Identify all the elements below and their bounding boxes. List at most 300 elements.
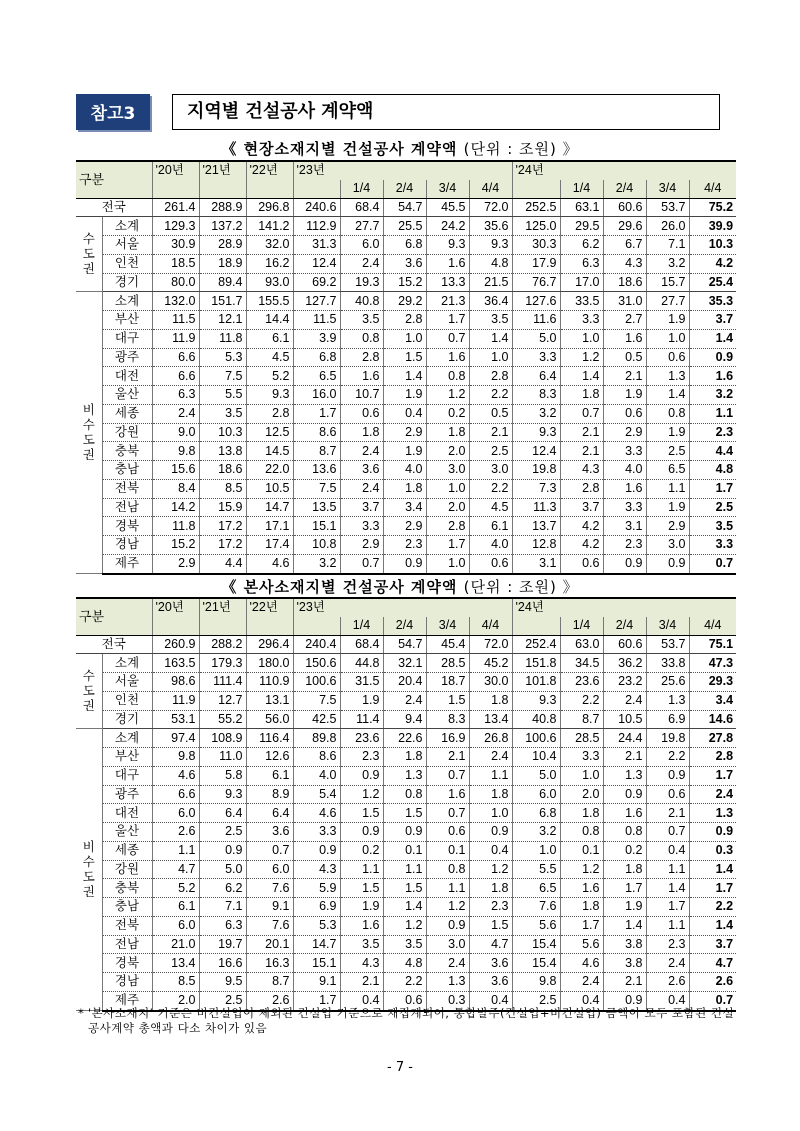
- value-cell: 10.5: [246, 479, 293, 498]
- table-row: [76, 766, 736, 785]
- value-cell: 1.1: [646, 860, 689, 879]
- value-cell: 2.4: [426, 954, 469, 973]
- value-cell: 12.4: [512, 442, 560, 461]
- value-cell: 4.8: [469, 254, 512, 273]
- table-row: [76, 804, 736, 823]
- header-quarter: 3/4: [646, 617, 689, 635]
- value-cell: 9.3: [426, 236, 469, 255]
- value-cell: 240.4: [293, 635, 340, 654]
- value-cell: 76.7: [512, 273, 560, 292]
- row-label: 서울: [102, 236, 152, 255]
- footnote: [78, 1006, 738, 1036]
- value-cell: 0.8: [646, 404, 689, 423]
- table2-title: [0, 576, 800, 597]
- row-label: 소계: [102, 292, 152, 311]
- value-cell: 0.9: [646, 554, 689, 573]
- value-cell: 9.5: [199, 973, 246, 992]
- value-cell: 72.0: [469, 635, 512, 654]
- value-cell: 0.4: [646, 841, 689, 860]
- header-year: '20년: [152, 161, 199, 198]
- value-cell: 252.5: [512, 198, 560, 217]
- value-cell: 9.1: [293, 973, 340, 992]
- value-cell: 13.5: [293, 498, 340, 517]
- value-cell: 3.2: [293, 554, 340, 573]
- value-cell: 2.3: [469, 898, 512, 917]
- value-cell: 1.5: [340, 879, 383, 898]
- value-cell: 13.3: [426, 273, 469, 292]
- value-cell: 22.0: [246, 461, 293, 480]
- value-cell: 3.0: [426, 935, 469, 954]
- row-label: 서울: [102, 673, 152, 692]
- value-cell: 1.5: [383, 879, 426, 898]
- group-label-noncapital: 비 수 도 권: [76, 292, 102, 574]
- value-cell: 1.3: [646, 691, 689, 710]
- row-label: 제주: [102, 554, 152, 573]
- value-cell: 4.7: [469, 935, 512, 954]
- value-cell: 60.6: [603, 198, 646, 217]
- value-cell: 0.9: [426, 916, 469, 935]
- value-cell: 1.1: [646, 479, 689, 498]
- table-row: [76, 879, 736, 898]
- value-cell: 9.8: [152, 748, 199, 767]
- value-cell: 1.6: [689, 367, 736, 386]
- value-cell: 0.7: [689, 991, 736, 1010]
- value-cell: 17.9: [512, 254, 560, 273]
- value-cell: 2.1: [603, 367, 646, 386]
- value-cell: 3.7: [340, 498, 383, 517]
- value-cell: 0.3: [689, 841, 736, 860]
- value-cell: 2.3: [689, 423, 736, 442]
- value-cell: 33.5: [560, 292, 603, 311]
- value-cell: 6.3: [152, 386, 199, 405]
- value-cell: 1.9: [340, 898, 383, 917]
- value-cell: 4.0: [603, 461, 646, 480]
- value-cell: 6.4: [512, 367, 560, 386]
- value-cell: 14.7: [293, 935, 340, 954]
- value-cell: 3.2: [689, 386, 736, 405]
- value-cell: 2.4: [383, 691, 426, 710]
- value-cell: 1.8: [469, 785, 512, 804]
- value-cell: 3.3: [512, 348, 560, 367]
- value-cell: 1.9: [383, 386, 426, 405]
- table-row: [76, 823, 736, 842]
- value-cell: 2.0: [426, 498, 469, 517]
- value-cell: 8.7: [246, 973, 293, 992]
- value-cell: 22.6: [383, 729, 426, 748]
- row-label: 세종: [102, 404, 152, 423]
- value-cell: 18.5: [152, 254, 199, 273]
- value-cell: 288.9: [199, 198, 246, 217]
- value-cell: 18.6: [199, 461, 246, 480]
- value-cell: 27.7: [646, 292, 689, 311]
- value-cell: 0.7: [426, 329, 469, 348]
- value-cell: 1.3: [689, 804, 736, 823]
- value-cell: 1.9: [646, 423, 689, 442]
- value-cell: 8.7: [560, 710, 603, 729]
- value-cell: 2.9: [383, 517, 426, 536]
- value-cell: 7.6: [246, 879, 293, 898]
- value-cell: 1.7: [426, 536, 469, 555]
- header-year: '24년: [512, 598, 736, 617]
- value-cell: 30.0: [469, 673, 512, 692]
- row-label: 경북: [102, 954, 152, 973]
- value-cell: 7.5: [293, 479, 340, 498]
- value-cell: 11.8: [199, 329, 246, 348]
- value-cell: 6.8: [512, 804, 560, 823]
- value-cell: 151.8: [512, 654, 560, 673]
- value-cell: 5.0: [199, 860, 246, 879]
- value-cell: 1.7: [293, 404, 340, 423]
- header-year: '24년: [512, 161, 736, 180]
- value-cell: 0.9: [603, 991, 646, 1010]
- header-quarter: 4/4: [689, 617, 736, 635]
- value-cell: 1.1: [469, 766, 512, 785]
- header-row-years: [76, 161, 736, 180]
- value-cell: 6.1: [246, 766, 293, 785]
- value-cell: 3.3: [603, 442, 646, 461]
- value-cell: 5.6: [560, 935, 603, 954]
- value-cell: 0.4: [340, 991, 383, 1010]
- value-cell: 132.0: [152, 292, 199, 311]
- value-cell: 2.8: [340, 348, 383, 367]
- value-cell: 28.5: [426, 654, 469, 673]
- value-cell: 15.7: [646, 273, 689, 292]
- value-cell: 3.3: [689, 536, 736, 555]
- value-cell: 2.5: [199, 823, 246, 842]
- page-header: [76, 94, 720, 130]
- value-cell: 1.7: [560, 916, 603, 935]
- value-cell: 6.3: [199, 916, 246, 935]
- value-cell: 0.5: [469, 404, 512, 423]
- value-cell: 10.5: [603, 710, 646, 729]
- value-cell: 2.9: [603, 423, 646, 442]
- value-cell: 4.6: [560, 954, 603, 973]
- value-cell: 3.3: [293, 823, 340, 842]
- value-cell: 2.1: [560, 442, 603, 461]
- header-quarter: 4/4: [469, 180, 512, 198]
- value-cell: 1.5: [340, 804, 383, 823]
- table2-unit: (단위 : 조원) 》: [463, 578, 579, 596]
- value-cell: 1.8: [560, 386, 603, 405]
- value-cell: 252.4: [512, 635, 560, 654]
- value-cell: 11.5: [152, 311, 199, 330]
- value-cell: 28.5: [560, 729, 603, 748]
- value-cell: 3.2: [512, 823, 560, 842]
- value-cell: 10.3: [689, 236, 736, 255]
- value-cell: 1.4: [689, 860, 736, 879]
- value-cell: 1.6: [340, 916, 383, 935]
- value-cell: 0.9: [646, 766, 689, 785]
- row-label: 전국: [76, 635, 152, 654]
- value-cell: 8.9: [246, 785, 293, 804]
- value-cell: 2.8: [560, 479, 603, 498]
- value-cell: 2.2: [383, 973, 426, 992]
- value-cell: 9.3: [512, 691, 560, 710]
- header-quarter: 1/4: [560, 617, 603, 635]
- value-cell: 0.4: [383, 404, 426, 423]
- table-row: [76, 729, 736, 748]
- value-cell: 13.8: [199, 442, 246, 461]
- value-cell: 3.6: [469, 973, 512, 992]
- table-row: [76, 461, 736, 480]
- value-cell: 3.4: [689, 691, 736, 710]
- value-cell: 0.9: [469, 823, 512, 842]
- value-cell: 8.5: [152, 973, 199, 992]
- value-cell: 20.4: [383, 673, 426, 692]
- value-cell: 10.4: [512, 748, 560, 767]
- table1-unit: (단위 : 조원) 》: [463, 140, 579, 158]
- value-cell: 25.4: [689, 273, 736, 292]
- value-cell: 1.1: [689, 404, 736, 423]
- value-cell: 17.1: [246, 517, 293, 536]
- value-cell: 63.0: [560, 635, 603, 654]
- value-cell: 15.1: [293, 517, 340, 536]
- row-label: 전국: [76, 198, 152, 217]
- value-cell: 1.7: [293, 991, 340, 1010]
- value-cell: 0.7: [426, 804, 469, 823]
- value-cell: 6.8: [293, 348, 340, 367]
- value-cell: 1.7: [426, 311, 469, 330]
- value-cell: 3.3: [560, 748, 603, 767]
- value-cell: 44.8: [340, 654, 383, 673]
- value-cell: 23.2: [603, 673, 646, 692]
- value-cell: 9.4: [383, 710, 426, 729]
- value-cell: 0.6: [426, 823, 469, 842]
- value-cell: 296.8: [246, 198, 293, 217]
- value-cell: 1.9: [646, 498, 689, 517]
- value-cell: 16.3: [246, 954, 293, 973]
- value-cell: 3.1: [603, 517, 646, 536]
- value-cell: 15.1: [293, 954, 340, 973]
- value-cell: 68.4: [340, 635, 383, 654]
- header-row-years: [76, 598, 736, 617]
- value-cell: 2.9: [646, 517, 689, 536]
- header-2024-annual: [512, 180, 560, 198]
- header-group-label: 구분: [76, 598, 152, 635]
- value-cell: 2.1: [603, 973, 646, 992]
- value-cell: 0.8: [383, 785, 426, 804]
- value-cell: 7.3: [512, 479, 560, 498]
- value-cell: 260.9: [152, 635, 199, 654]
- row-label: 경기: [102, 710, 152, 729]
- value-cell: 4.2: [560, 517, 603, 536]
- row-label: 소계: [102, 217, 152, 236]
- value-cell: 75.1: [689, 635, 736, 654]
- value-cell: 15.2: [152, 536, 199, 555]
- value-cell: 5.9: [293, 879, 340, 898]
- value-cell: 3.7: [689, 311, 736, 330]
- value-cell: 6.4: [246, 804, 293, 823]
- table-row: [76, 691, 736, 710]
- table-row: [76, 935, 736, 954]
- value-cell: 6.1: [246, 329, 293, 348]
- header-2023-quarters-span: [340, 161, 512, 180]
- value-cell: 2.4: [340, 254, 383, 273]
- value-cell: 2.4: [560, 973, 603, 992]
- value-cell: 89.4: [199, 273, 246, 292]
- value-cell: 0.9: [689, 348, 736, 367]
- row-label: 충남: [102, 898, 152, 917]
- table-row: [76, 367, 736, 386]
- value-cell: 111.4: [199, 673, 246, 692]
- value-cell: 28.9: [199, 236, 246, 255]
- row-label: 광주: [102, 348, 152, 367]
- page-number: - 7 -: [387, 1060, 413, 1075]
- value-cell: 13.4: [469, 710, 512, 729]
- value-cell: 180.0: [246, 654, 293, 673]
- header-year: '22년: [246, 598, 293, 635]
- value-cell: 2.4: [603, 691, 646, 710]
- table-row: [76, 348, 736, 367]
- value-cell: 1.5: [426, 691, 469, 710]
- value-cell: 3.8: [603, 954, 646, 973]
- value-cell: 12.6: [246, 748, 293, 767]
- value-cell: 151.7: [199, 292, 246, 311]
- value-cell: 2.1: [426, 748, 469, 767]
- value-cell: 7.5: [199, 367, 246, 386]
- value-cell: 8.3: [512, 386, 560, 405]
- value-cell: 2.3: [646, 935, 689, 954]
- table-row: [76, 329, 736, 348]
- value-cell: 97.4: [152, 729, 199, 748]
- value-cell: 2.8: [689, 748, 736, 767]
- value-cell: 0.1: [560, 841, 603, 860]
- value-cell: 9.3: [246, 386, 293, 405]
- value-cell: 2.1: [603, 748, 646, 767]
- value-cell: 14.5: [246, 442, 293, 461]
- value-cell: 3.5: [199, 404, 246, 423]
- value-cell: 0.4: [469, 991, 512, 1010]
- header-quarter: 3/4: [646, 180, 689, 198]
- value-cell: 98.6: [152, 673, 199, 692]
- value-cell: 8.7: [293, 442, 340, 461]
- value-cell: 5.6: [512, 916, 560, 935]
- value-cell: 19.8: [512, 461, 560, 480]
- value-cell: 137.2: [199, 217, 246, 236]
- value-cell: 12.7: [199, 691, 246, 710]
- value-cell: 0.7: [340, 554, 383, 573]
- value-cell: 11.3: [512, 498, 560, 517]
- value-cell: 93.0: [246, 273, 293, 292]
- value-cell: 3.5: [383, 935, 426, 954]
- value-cell: 3.0: [646, 536, 689, 555]
- value-cell: 240.6: [293, 198, 340, 217]
- value-cell: 55.2: [199, 710, 246, 729]
- value-cell: 1.0: [469, 348, 512, 367]
- value-cell: 6.0: [152, 804, 199, 823]
- row-label: 대구: [102, 329, 152, 348]
- value-cell: 1.4: [383, 367, 426, 386]
- value-cell: 1.1: [426, 879, 469, 898]
- value-cell: 9.3: [512, 423, 560, 442]
- value-cell: 0.6: [383, 991, 426, 1010]
- row-label: 충남: [102, 461, 152, 480]
- header-quarter: 1/4: [340, 617, 383, 635]
- value-cell: 1.6: [426, 348, 469, 367]
- value-cell: 5.0: [512, 329, 560, 348]
- value-cell: 29.2: [383, 292, 426, 311]
- value-cell: 16.2: [246, 254, 293, 273]
- row-label: 충북: [102, 879, 152, 898]
- value-cell: 1.8: [383, 748, 426, 767]
- row-label: 전북: [102, 916, 152, 935]
- value-cell: 23.6: [340, 729, 383, 748]
- value-cell: 2.5: [199, 991, 246, 1010]
- value-cell: 45.2: [469, 654, 512, 673]
- row-label: 경남: [102, 536, 152, 555]
- value-cell: 9.3: [469, 236, 512, 255]
- value-cell: 14.7: [246, 498, 293, 517]
- value-cell: 1.4: [646, 386, 689, 405]
- value-cell: 3.0: [469, 461, 512, 480]
- value-cell: 6.2: [560, 236, 603, 255]
- header-group-label: 구분: [76, 161, 152, 198]
- value-cell: 6.5: [512, 879, 560, 898]
- value-cell: 1.9: [646, 311, 689, 330]
- table-row: [76, 673, 736, 692]
- value-cell: 261.4: [152, 198, 199, 217]
- value-cell: 30.9: [152, 236, 199, 255]
- value-cell: 4.8: [383, 954, 426, 973]
- value-cell: 4.4: [689, 442, 736, 461]
- row-label: 울산: [102, 823, 152, 842]
- value-cell: 1.9: [603, 898, 646, 917]
- value-cell: 0.7: [689, 554, 736, 573]
- value-cell: 5.2: [152, 879, 199, 898]
- value-cell: 0.7: [646, 823, 689, 842]
- value-cell: 0.9: [603, 785, 646, 804]
- value-cell: 1.3: [383, 766, 426, 785]
- row-label: 부산: [102, 311, 152, 330]
- value-cell: 89.8: [293, 729, 340, 748]
- table-row: [76, 386, 736, 405]
- value-cell: 0.9: [293, 841, 340, 860]
- value-cell: 4.0: [469, 536, 512, 555]
- value-cell: 27.8: [689, 729, 736, 748]
- value-cell: 2.8: [469, 367, 512, 386]
- value-cell: 23.6: [560, 673, 603, 692]
- value-cell: 27.7: [340, 217, 383, 236]
- value-cell: 33.8: [646, 654, 689, 673]
- value-cell: 3.2: [512, 404, 560, 423]
- row-label: 전북: [102, 479, 152, 498]
- value-cell: 29.5: [560, 217, 603, 236]
- value-cell: 0.6: [469, 554, 512, 573]
- value-cell: 1.4: [689, 329, 736, 348]
- value-cell: 2.4: [646, 954, 689, 973]
- value-cell: 0.4: [646, 991, 689, 1010]
- table-row: [76, 442, 736, 461]
- value-cell: 1.4: [603, 916, 646, 935]
- value-cell: 31.5: [340, 673, 383, 692]
- value-cell: 4.5: [246, 348, 293, 367]
- value-cell: 9.1: [246, 898, 293, 917]
- value-cell: 14.2: [152, 498, 199, 517]
- value-cell: 31.0: [603, 292, 646, 311]
- value-cell: 101.8: [512, 673, 560, 692]
- value-cell: 127.6: [512, 292, 560, 311]
- value-cell: 1.1: [383, 860, 426, 879]
- value-cell: 2.2: [689, 898, 736, 917]
- value-cell: 2.8: [383, 311, 426, 330]
- value-cell: 2.5: [646, 442, 689, 461]
- value-cell: 3.5: [340, 311, 383, 330]
- value-cell: 12.4: [293, 254, 340, 273]
- table-row: [76, 217, 736, 236]
- value-cell: 3.3: [603, 498, 646, 517]
- value-cell: 1.5: [383, 804, 426, 823]
- value-cell: 0.6: [340, 404, 383, 423]
